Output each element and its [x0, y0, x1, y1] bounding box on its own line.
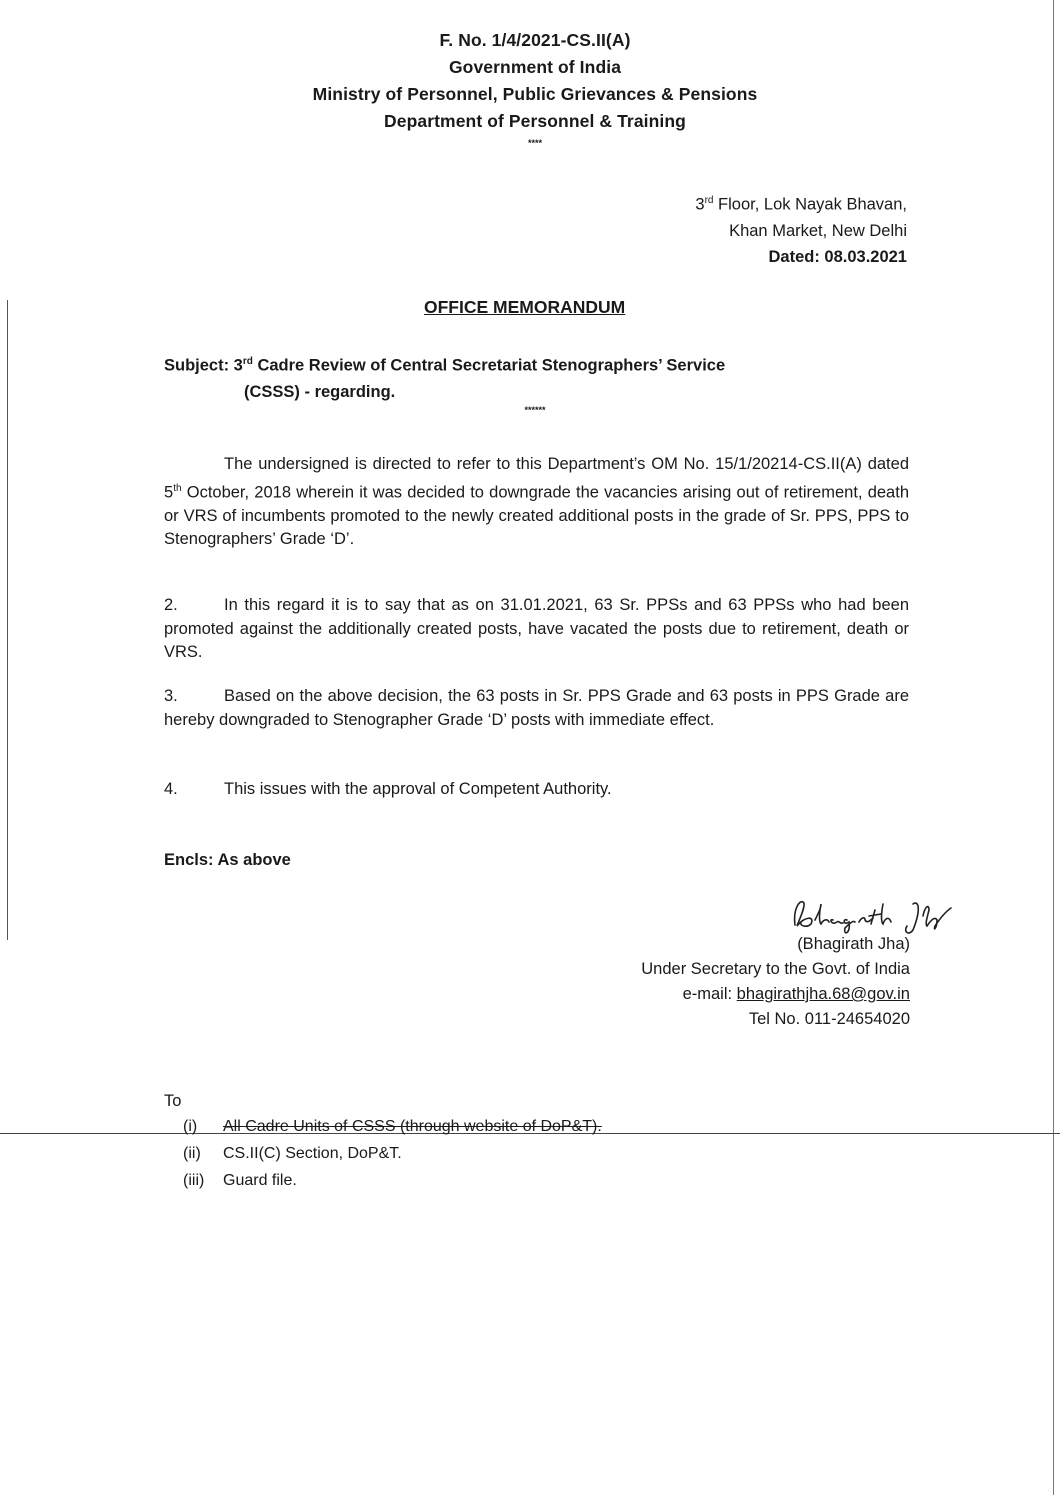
address-line-1: 3rd Floor, Lok Nayak Bhavan, [695, 195, 907, 214]
list-item: (i) All Cadre Units of CSSS (through website of DoP&T). [183, 1118, 602, 1135]
paragraph-4: 4. This issues with the approval of Competent Authority. [164, 780, 612, 798]
dated: Dated: 08.03.2021 [768, 247, 907, 266]
paragraph-3: 3. Based on the above decision, the 63 posts in Sr. PPS Grade and 63 posts in PPS Grade are hereby downgraded to Stenographer Grade ‘D’ posts with immediate effect. [164, 687, 909, 729]
list-item: (ii) CS.II(C) Section, DoP&T. [183, 1145, 402, 1162]
signatory-email-line: e-mail: bhagirathjha.68@gov.in [682, 985, 910, 1003]
subject-line-1: Subject: 3rd Cadre Review of Central Secretariat Stenographers’ Service [164, 356, 726, 375]
memo-title: OFFICE MEMORANDUM [424, 297, 626, 317]
department-title: Department of Personnel & Training [384, 111, 686, 131]
list-item: (iii) Guard file. [183, 1172, 297, 1189]
header-separator: **** [527, 138, 542, 148]
subject-separator: ****** [524, 405, 546, 415]
signatory-tel: Tel No. 011-24654020 [748, 1010, 910, 1028]
signatory-block [641, 932, 910, 1032]
subject-line-2: (CSSS) - regarding. [244, 382, 396, 401]
to-label: To [164, 1092, 182, 1110]
government-title: Government of India [448, 57, 622, 77]
signatory-name: (Bhagirath Jha) [797, 935, 910, 953]
address-line-2: Khan Market, New Delhi [729, 221, 907, 240]
signatory-designation: Under Secretary to the Govt. of India [641, 960, 910, 978]
left-margin-line [7, 300, 8, 940]
ministry-title: Ministry of Personnel, Public Grievances & Pensions [312, 84, 758, 104]
email-link[interactable]: bhagirathjha.68@gov.in [736, 985, 910, 1003]
distribution-list [183, 1113, 602, 1194]
file-number: F. No. 1/4/2021-CS.II(A) [439, 30, 631, 50]
subject [164, 349, 908, 405]
paragraph-2: 2. In this regard it is to say that as on 31.01.2021, 63 Sr. PPSs and 63 PPSs who had been promoted against the additionally created posts, have vacated the posts due to retirement, death or VRS. [164, 596, 909, 661]
paragraph-1: The undersigned is directed to refer to this Department’s OM No. 15/1/20214-CS.II(A) dated 5th October, 2018 wherein it was decided to downgrade the vacancies arising out of retirement, death or VRS of incumbents promoted to the newly created additional posts in the grade of Sr. PPS, PPS to Stenographers’ Grade ‘D’. [164, 455, 909, 548]
right-margin-line [1053, 0, 1054, 1495]
address-block [695, 188, 907, 270]
enclosure-note: Encls: As above [164, 851, 291, 869]
